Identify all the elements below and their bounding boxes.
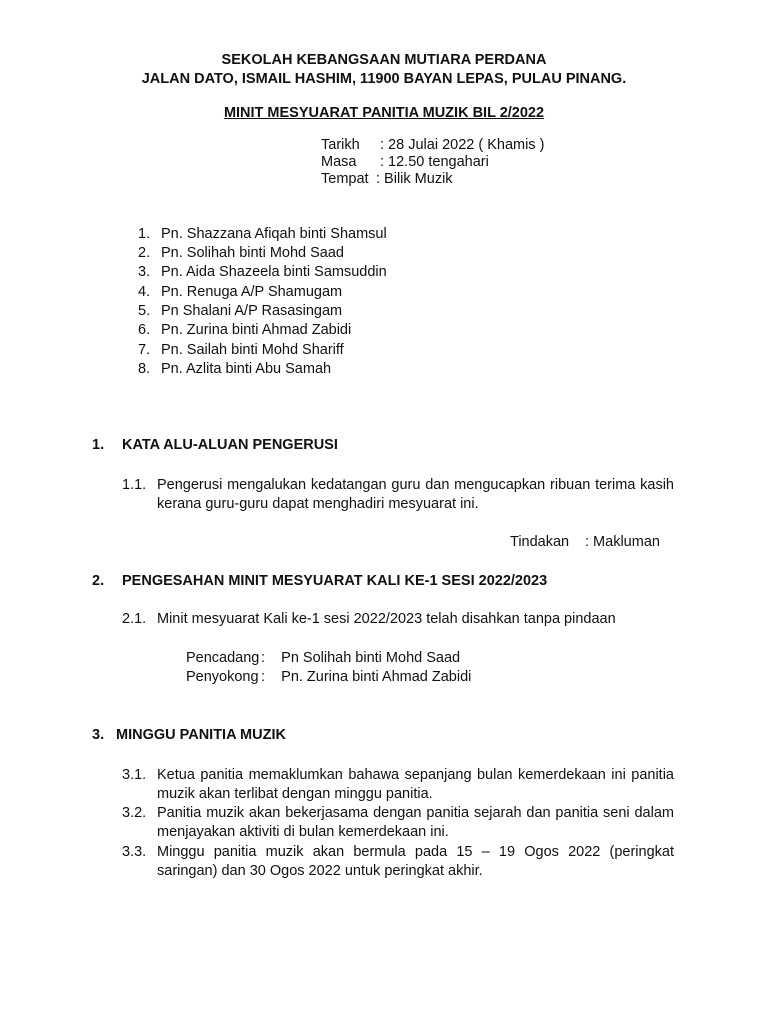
- section-heading-3: [92, 727, 286, 743]
- proposer-label: Pencadang: [186, 650, 260, 666]
- list-number: 5.: [138, 303, 151, 319]
- seconder-line: [186, 669, 471, 685]
- action-value: : Makluman: [585, 534, 660, 550]
- attendee-name: Pn. Zurina binti Ahmad Zabidi: [161, 322, 352, 338]
- meta-time: [321, 154, 489, 170]
- item-text: Panitia muzik akan bekerjasama dengan panitia sejarah dan panitia seni dalam menjayakan aktiviti di bulan kemerdekaan ini.: [157, 805, 674, 840]
- meta-value: : 28 Julai 2022 ( Khamis ): [380, 137, 545, 153]
- meta-date: [321, 137, 544, 153]
- minute-item-3-2: [122, 804, 674, 842]
- list-item: [138, 245, 344, 261]
- minute-item-2-1: [122, 611, 616, 627]
- seconder-value: : Pn. Zurina binti Ahmad Zabidi: [261, 669, 472, 685]
- attendee-name: Pn. Azlita binti Abu Samah: [161, 361, 332, 377]
- meta-label: Masa: [321, 154, 357, 170]
- list-number: 6.: [138, 322, 151, 338]
- school-address: JALAN DATO, ISMAIL HASHIM, 11900 BAYAN LEPAS, PULAU PINANG.: [141, 71, 627, 87]
- list-number: 8.: [138, 361, 151, 377]
- section-title: KATA ALU-ALUAN PENGERUSI: [122, 437, 338, 453]
- item-text: Ketua panitia memaklumkan bahawa sepanjang bulan kemerdekaan ini panitia muzik akan terlibat dengan minggu panitia.: [157, 767, 674, 802]
- list-number: 7.: [138, 342, 151, 358]
- list-item: [138, 361, 331, 377]
- meta-value: : 12.50 tengahari: [380, 154, 489, 170]
- list-number: 3.: [138, 264, 151, 280]
- item-text: Minit mesyuarat Kali ke-1 sesi 2022/2023 telah disahkan tanpa pindaan: [157, 611, 616, 627]
- list-number: 2.: [138, 245, 151, 261]
- section-title: PENGESAHAN MINIT MESYUARAT KALI KE-1 SESI 2022/2023: [122, 573, 548, 589]
- section-heading-2: [92, 573, 547, 589]
- action-line: [510, 534, 660, 550]
- attendee-name: Pn Shalani A/P Rasasingam: [161, 303, 343, 319]
- section-title: MINGGU PANITIA MUZIK: [116, 727, 286, 743]
- list-number: 1.: [138, 226, 151, 242]
- item-number: 3.2.: [122, 805, 147, 821]
- attendee-name: Pn. Renuga A/P Shamugam: [161, 284, 343, 300]
- school-name: SEKOLAH KEBANGSAAN MUTIARA PERDANA: [221, 52, 547, 68]
- item-text: Pengerusi mengalukan kedatangan guru dan mengucapkan ribuan terima kasih kerana guru-guru dapat menghadiri mesyuarat ini.: [157, 477, 674, 512]
- item-text: Minggu panitia muzik akan bermula pada 15 – 19 Ogos 2022 (peringkat saringan) dan 30 Ogos 2022 untuk peringkat akhir.: [157, 844, 674, 879]
- document-title: MINIT MESYUARAT PANITIA MUZIK BIL 2/2022: [223, 105, 545, 121]
- list-item: [138, 226, 387, 242]
- list-number: 4.: [138, 284, 151, 300]
- attendee-name: Pn. Shazzana Afiqah binti Shamsul: [161, 226, 387, 242]
- item-number: 2.1.: [122, 611, 147, 627]
- section-number: 1.: [92, 437, 105, 453]
- minute-item-3-3: [122, 843, 674, 881]
- list-item: [138, 303, 342, 319]
- list-item: [138, 342, 344, 358]
- meta-value: : Bilik Muzik: [376, 171, 453, 187]
- attendee-name: Pn. Sailah binti Mohd Shariff: [161, 342, 344, 358]
- list-item: [138, 284, 342, 300]
- attendee-name: Pn. Solihah binti Mohd Saad: [161, 245, 344, 261]
- seconder-label: Penyokong: [186, 669, 259, 685]
- section-heading-1: [92, 437, 338, 453]
- list-item: [138, 322, 351, 338]
- proposer-line: [186, 650, 460, 666]
- list-item: [138, 264, 387, 280]
- meta-place: [321, 171, 453, 187]
- item-number: 1.1.: [122, 477, 147, 493]
- attendee-name: Pn. Aida Shazeela binti Samsuddin: [161, 264, 387, 280]
- proposer-value: : Pn Solihah binti Mohd Saad: [261, 650, 461, 666]
- meta-label: Tarikh: [321, 137, 360, 153]
- minute-item-1-1: [122, 476, 674, 514]
- item-number: 3.1.: [122, 767, 147, 783]
- meta-label: Tempat: [321, 171, 369, 187]
- section-number: 3.: [92, 727, 105, 743]
- item-number: 3.3.: [122, 844, 147, 860]
- minute-item-3-1: [122, 766, 674, 804]
- action-label: Tindakan: [510, 534, 570, 550]
- section-number: 2.: [92, 573, 105, 589]
